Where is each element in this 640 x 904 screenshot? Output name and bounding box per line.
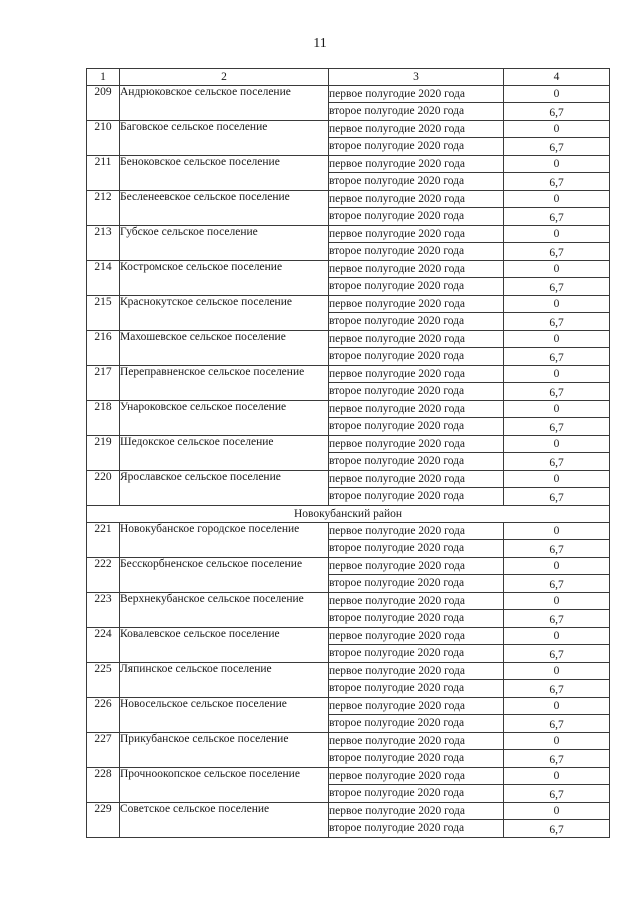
row-number: 223 [87, 593, 120, 628]
period-first-half: первое полугодие 2020 года [329, 261, 504, 278]
settlement-name: Советское сельское поселение [120, 803, 329, 838]
value-first-half: 0 [504, 733, 610, 750]
settlement-name: Унароковское сельское поселение [120, 401, 329, 436]
period-first-half: первое полугодие 2020 года [329, 523, 504, 540]
table-row [87, 593, 610, 610]
period-second-half: второе полугодие 2020 года [329, 243, 504, 261]
period-first-half: первое полугодие 2020 года [329, 663, 504, 680]
period-second-half: второе полугодие 2020 года [329, 278, 504, 296]
table-row [87, 803, 610, 820]
settlement-name: Ляпинское сельское поселение [120, 663, 329, 698]
value-first-half: 0 [504, 191, 610, 208]
table-row [87, 296, 610, 313]
table-row [87, 226, 610, 243]
table-row [87, 401, 610, 418]
period-second-half: второе полугодие 2020 года [329, 138, 504, 156]
value-first-half: 0 [504, 401, 610, 418]
value-first-half: 0 [504, 593, 610, 610]
value-first-half: 0 [504, 261, 610, 278]
row-number: 229 [87, 803, 120, 838]
table-row [87, 261, 610, 278]
table-row [87, 156, 610, 173]
value-second-half: 6,7 [504, 103, 610, 121]
period-first-half: первое полугодие 2020 года [329, 698, 504, 715]
value-second-half: 6,7 [504, 173, 610, 191]
period-first-half: первое полугодие 2020 года [329, 436, 504, 453]
period-first-half: первое полугодие 2020 года [329, 593, 504, 610]
row-number: 227 [87, 733, 120, 768]
value-first-half: 0 [504, 768, 610, 785]
table-row [87, 436, 610, 453]
settlement-name: Ярославское сельское поселение [120, 471, 329, 506]
period-second-half: второе полугодие 2020 года [329, 313, 504, 331]
value-second-half: 6,7 [504, 348, 610, 366]
period-second-half: второе полугодие 2020 года [329, 785, 504, 803]
period-first-half: первое полугодие 2020 года [329, 768, 504, 785]
period-first-half: первое полугодие 2020 года [329, 471, 504, 488]
settlement-name: Новокубанское городское поселение [120, 523, 329, 558]
period-second-half: второе полугодие 2020 года [329, 680, 504, 698]
value-second-half: 6,7 [504, 208, 610, 226]
table-row [87, 191, 610, 208]
row-number: 209 [87, 86, 120, 121]
period-first-half: первое полугодие 2020 года [329, 226, 504, 243]
value-first-half: 0 [504, 121, 610, 138]
period-first-half: первое полугодие 2020 года [329, 558, 504, 575]
row-number: 215 [87, 296, 120, 331]
value-second-half: 6,7 [504, 488, 610, 506]
period-second-half: второе полугодие 2020 года [329, 575, 504, 593]
value-second-half: 6,7 [504, 313, 610, 331]
section-title: Новокубанский район [87, 506, 610, 523]
row-number: 225 [87, 663, 120, 698]
value-first-half: 0 [504, 366, 610, 383]
value-second-half: 6,7 [504, 418, 610, 436]
period-second-half: второе полугодие 2020 года [329, 488, 504, 506]
settlement-name: Новосельское сельское поселение [120, 698, 329, 733]
row-number: 220 [87, 471, 120, 506]
table-row [87, 366, 610, 383]
settlement-name: Губское сельское поселение [120, 226, 329, 261]
row-number: 214 [87, 261, 120, 296]
municipalities-table [86, 68, 610, 838]
value-second-half: 6,7 [504, 645, 610, 663]
value-first-half: 0 [504, 628, 610, 645]
table-row [87, 628, 610, 645]
period-second-half: второе полугодие 2020 года [329, 750, 504, 768]
value-second-half: 6,7 [504, 750, 610, 768]
row-number: 211 [87, 156, 120, 191]
table-row [87, 331, 610, 348]
period-second-half: второе полугодие 2020 года [329, 383, 504, 401]
period-first-half: первое полугодие 2020 года [329, 121, 504, 138]
value-second-half: 6,7 [504, 383, 610, 401]
table-row [87, 733, 610, 750]
settlement-name: Баговское сельское поселение [120, 121, 329, 156]
value-second-half: 6,7 [504, 138, 610, 156]
period-first-half: первое полугодие 2020 года [329, 156, 504, 173]
value-first-half: 0 [504, 86, 610, 103]
value-second-half: 6,7 [504, 243, 610, 261]
period-first-half: первое полугодие 2020 года [329, 733, 504, 750]
period-first-half: первое полугодие 2020 года [329, 401, 504, 418]
settlement-name: Краснокутское сельское поселение [120, 296, 329, 331]
row-number: 218 [87, 401, 120, 436]
period-first-half: первое полугодие 2020 года [329, 296, 504, 313]
settlement-name: Переправненское сельское поселение [120, 366, 329, 401]
settlement-name: Андрюковское сельское поселение [120, 86, 329, 121]
table-row [87, 698, 610, 715]
settlement-name: Беноковское сельское поселение [120, 156, 329, 191]
table-row [87, 768, 610, 785]
settlement-name: Костромское сельское поселение [120, 261, 329, 296]
period-second-half: второе полугодие 2020 года [329, 348, 504, 366]
value-first-half: 0 [504, 558, 610, 575]
table-row [87, 86, 610, 103]
value-second-half: 6,7 [504, 453, 610, 471]
table-row [87, 523, 610, 540]
row-number: 217 [87, 366, 120, 401]
period-first-half: первое полугодие 2020 года [329, 803, 504, 820]
value-second-half: 6,7 [504, 680, 610, 698]
settlement-name: Бесленеевское сельское поселение [120, 191, 329, 226]
value-second-half: 6,7 [504, 540, 610, 558]
settlement-name: Ковалевское сельское поселение [120, 628, 329, 663]
settlement-name: Махошевское сельское поселение [120, 331, 329, 366]
period-second-half: второе полугодие 2020 года [329, 418, 504, 436]
table-row [87, 121, 610, 138]
column-header-2: 2 [120, 69, 329, 86]
period-first-half: первое полугодие 2020 года [329, 628, 504, 645]
value-first-half: 0 [504, 471, 610, 488]
table-header-row [87, 69, 610, 86]
period-first-half: первое полугодие 2020 года [329, 86, 504, 103]
table-row [87, 471, 610, 488]
row-number: 221 [87, 523, 120, 558]
settlement-name: Прочноокопское сельское поселение [120, 768, 329, 803]
value-first-half: 0 [504, 156, 610, 173]
period-second-half: второе полугодие 2020 года [329, 610, 504, 628]
value-second-half: 6,7 [504, 820, 610, 838]
value-first-half: 0 [504, 698, 610, 715]
period-second-half: второе полугодие 2020 года [329, 540, 504, 558]
period-first-half: первое полугодие 2020 года [329, 191, 504, 208]
row-number: 210 [87, 121, 120, 156]
row-number: 213 [87, 226, 120, 261]
value-first-half: 0 [504, 803, 610, 820]
period-first-half: первое полугодие 2020 года [329, 331, 504, 348]
row-number: 212 [87, 191, 120, 226]
value-first-half: 0 [504, 226, 610, 243]
period-second-half: второе полугодие 2020 года [329, 715, 504, 733]
settlement-name: Верхнекубанское сельское поселение [120, 593, 329, 628]
value-second-half: 6,7 [504, 575, 610, 593]
period-second-half: второе полугодие 2020 года [329, 453, 504, 471]
column-header-1: 1 [87, 69, 120, 86]
value-first-half: 0 [504, 663, 610, 680]
value-first-half: 0 [504, 296, 610, 313]
value-second-half: 6,7 [504, 785, 610, 803]
row-number: 216 [87, 331, 120, 366]
section-row [87, 506, 610, 523]
period-second-half: второе полугодие 2020 года [329, 103, 504, 121]
table-row [87, 558, 610, 575]
value-second-half: 6,7 [504, 715, 610, 733]
period-second-half: второе полугодие 2020 года [329, 645, 504, 663]
row-number: 224 [87, 628, 120, 663]
value-first-half: 0 [504, 436, 610, 453]
period-second-half: второе полугодие 2020 года [329, 208, 504, 226]
settlement-name: Прикубанское сельское поселение [120, 733, 329, 768]
period-second-half: второе полугодие 2020 года [329, 173, 504, 191]
table-row [87, 663, 610, 680]
page-number: 11 [313, 36, 327, 51]
row-number: 226 [87, 698, 120, 733]
column-header-4: 4 [504, 69, 610, 86]
value-first-half: 0 [504, 331, 610, 348]
value-first-half: 0 [504, 523, 610, 540]
row-number: 219 [87, 436, 120, 471]
column-header-3: 3 [329, 69, 504, 86]
value-second-half: 6,7 [504, 610, 610, 628]
period-first-half: первое полугодие 2020 года [329, 366, 504, 383]
row-number: 222 [87, 558, 120, 593]
settlement-name: Бесскорбненское сельское поселение [120, 558, 329, 593]
row-number: 228 [87, 768, 120, 803]
value-second-half: 6,7 [504, 278, 610, 296]
period-second-half: второе полугодие 2020 года [329, 820, 504, 838]
settlement-name: Шедокское сельское поселение [120, 436, 329, 471]
table-body [87, 86, 610, 838]
